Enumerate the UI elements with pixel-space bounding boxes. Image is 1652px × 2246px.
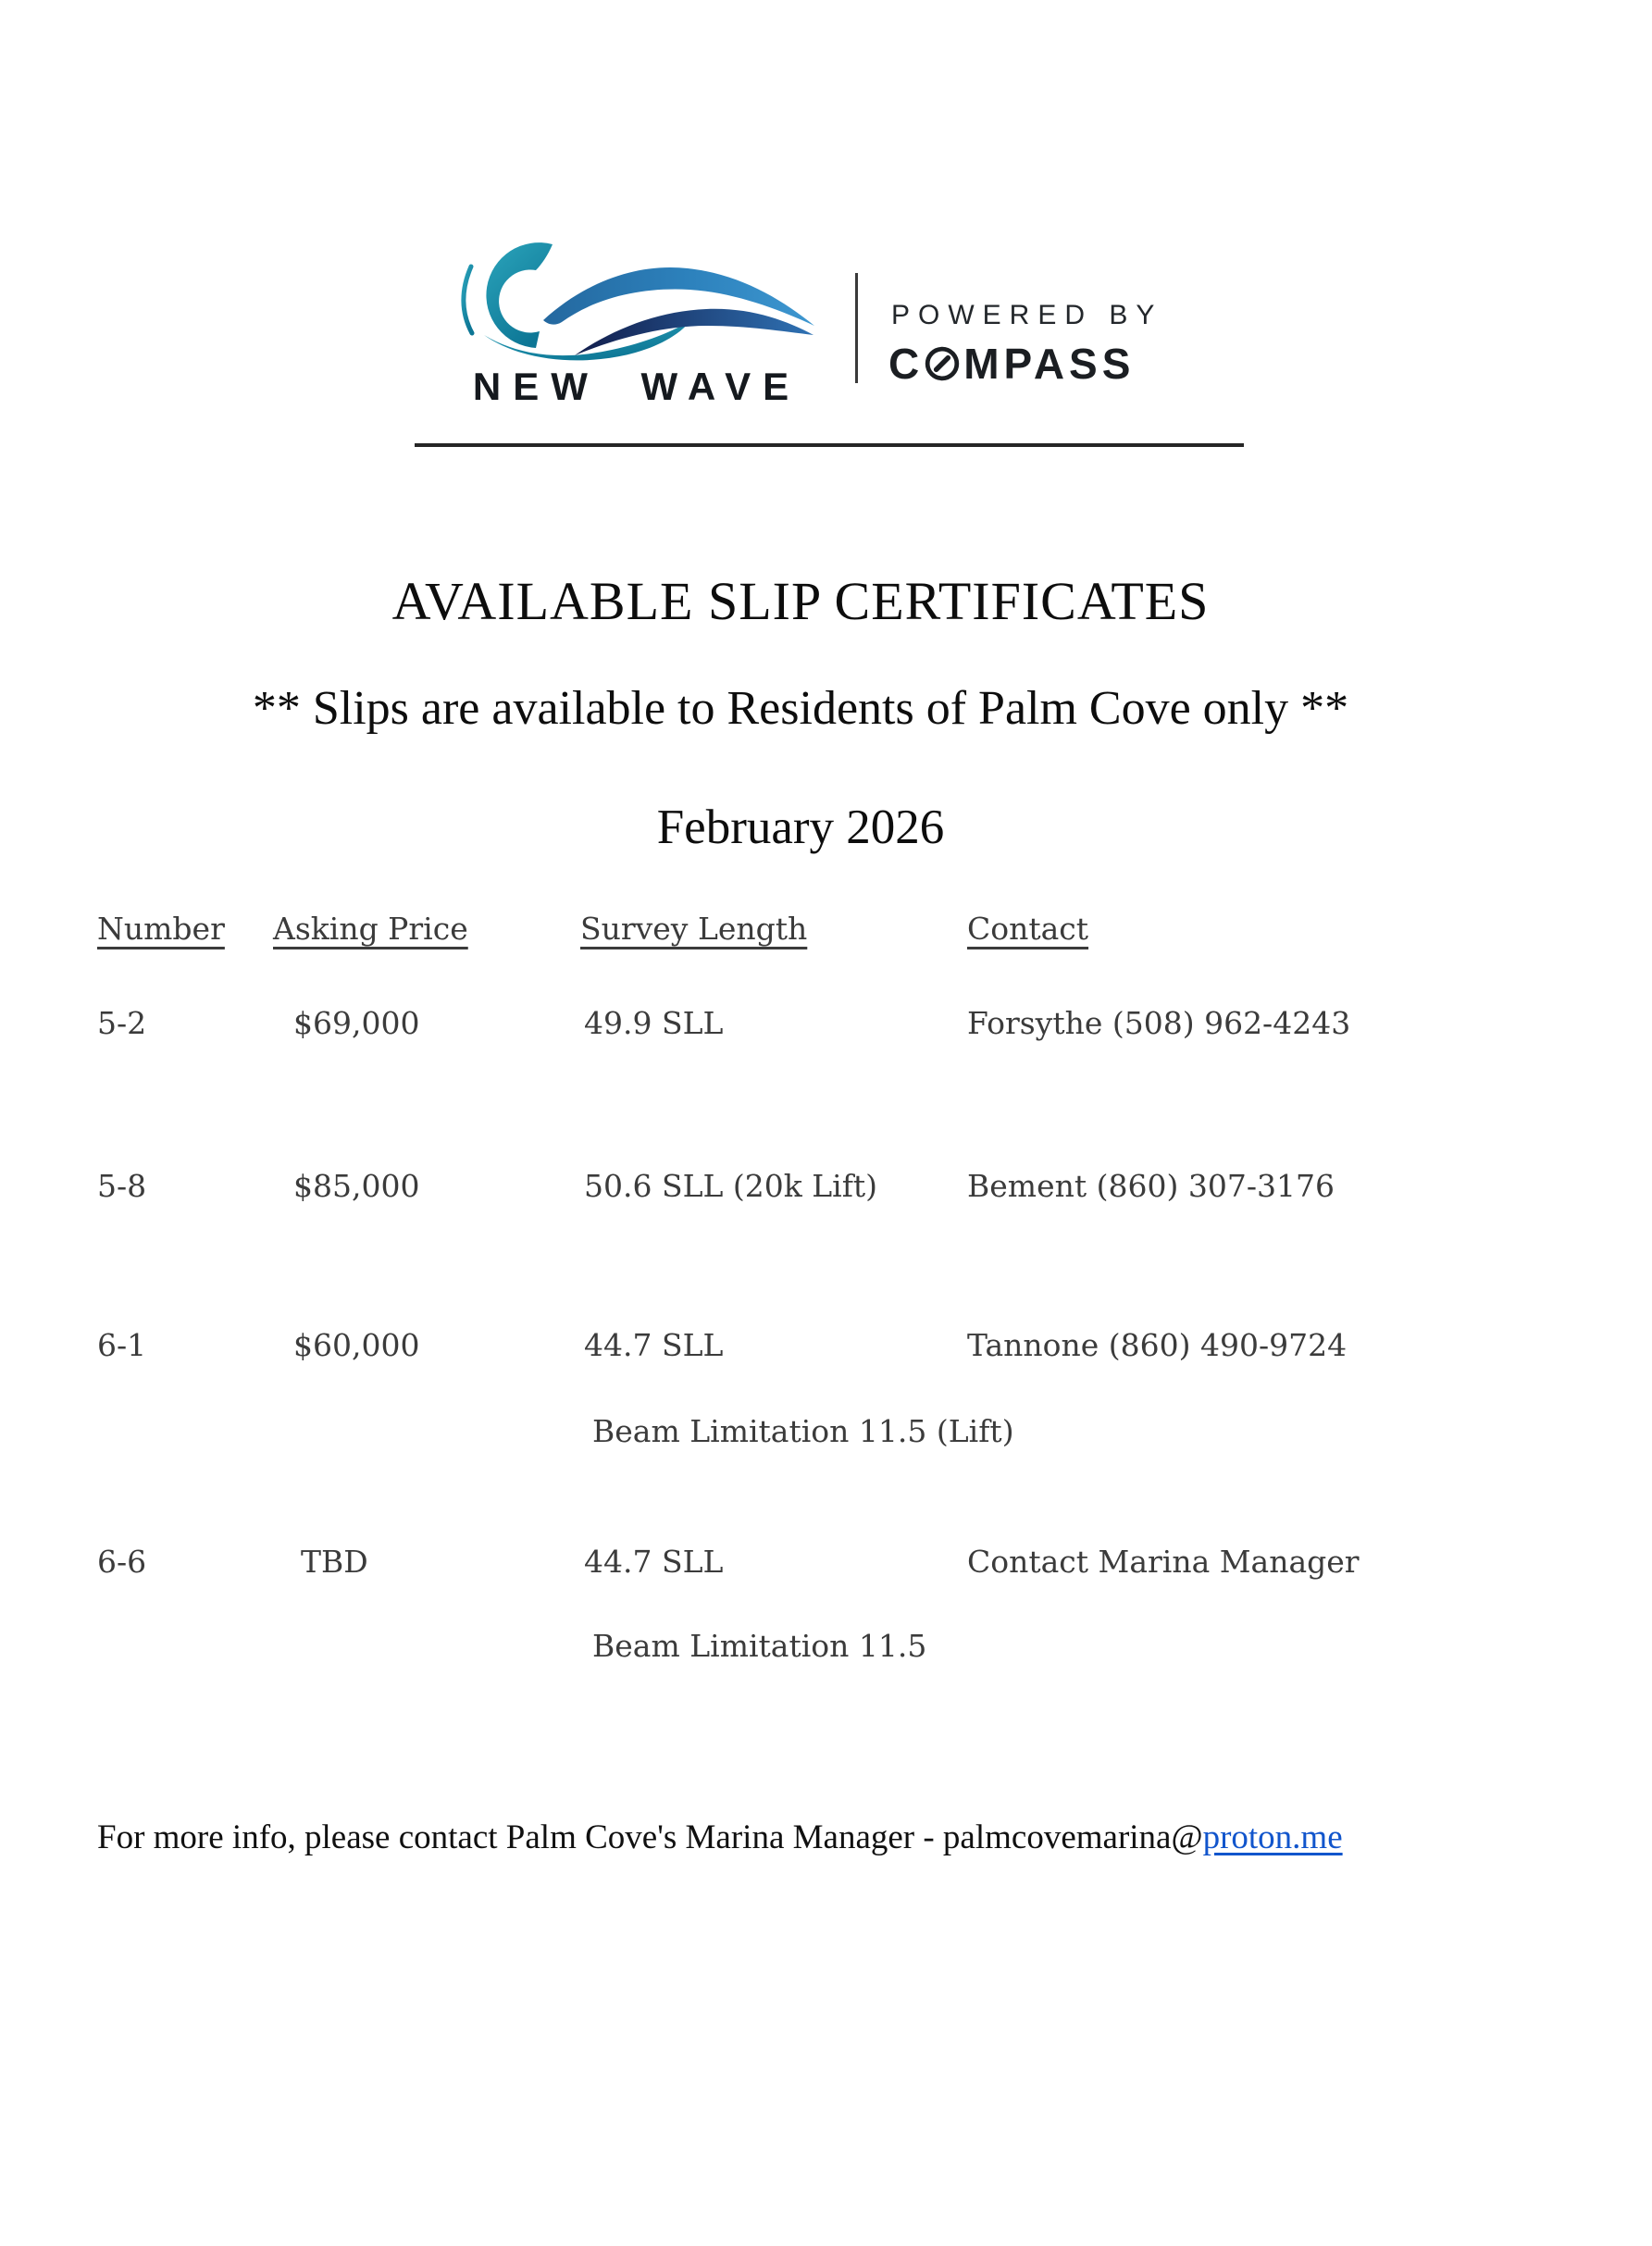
page-subtitle: ** Slips are available to Residents of Palm Cove only **: [252, 682, 1349, 735]
column-header-number: Number: [97, 911, 225, 947]
cell-survey-length: 49.9 SLL: [584, 1005, 724, 1041]
cell-contact: Contact Marina Manager: [967, 1544, 1360, 1580]
new-wave-logo-icon: [455, 239, 818, 373]
cell-contact: Forsythe (508) 962-4243: [967, 1005, 1351, 1041]
brand-name: NEW WAVE: [472, 365, 801, 408]
table-header-row: [97, 911, 1578, 957]
logo-divider: [855, 273, 858, 383]
cell-asking-price: $60,000: [293, 1327, 420, 1363]
powered-by-label: POWERED BY: [891, 300, 1163, 330]
cell-survey-length: 44.7 SLL: [584, 1327, 724, 1363]
column-header-survey-length: Survey Length: [580, 911, 808, 947]
cell-number: 5-2: [97, 1005, 147, 1041]
date-heading: February 2026: [656, 800, 945, 854]
column-header-asking-price: Asking Price: [273, 911, 468, 947]
row-note: Beam Limitation 11.5: [592, 1628, 927, 1664]
header-rule: [415, 443, 1244, 447]
new-wave-logo: [455, 239, 818, 416]
email-link[interactable]: proton.me: [1202, 1818, 1343, 1856]
table-row: [97, 1005, 1578, 1051]
cell-asking-price: TBD: [301, 1544, 368, 1580]
cell-number: 6-1: [97, 1327, 147, 1363]
cell-number: 5-8: [97, 1168, 147, 1204]
row-note: Beam Limitation 11.5 (Lift): [592, 1413, 1014, 1449]
cell-survey-length: 50.6 SLL (20k Lift): [584, 1168, 878, 1204]
column-header-contact: Contact: [967, 911, 1089, 947]
footer-text: For more info, please contact Palm Cove's Marina Manager - palmcovemarina@: [97, 1818, 1203, 1856]
table-row: [97, 1544, 1578, 1590]
cell-asking-price: $85,000: [293, 1168, 420, 1204]
table-row: [97, 1327, 1578, 1373]
cell-asking-price: $69,000: [293, 1005, 420, 1041]
compass-wordmark: [888, 339, 1135, 389]
page-title: AVAILABLE SLIP CERTIFICATES: [391, 571, 1210, 631]
cell-survey-length: 44.7 SLL: [584, 1544, 724, 1580]
footer-contact-line: [97, 1818, 1343, 1857]
cell-contact: Tannone (860) 490-9724: [967, 1327, 1348, 1363]
compass-letters-mpass: MPASS: [963, 340, 1136, 388]
compass-icon: [925, 346, 960, 381]
cell-contact: Bement (860) 307-3176: [967, 1168, 1335, 1204]
table-row: [97, 1168, 1578, 1214]
compass-letter-c: C: [888, 340, 925, 388]
cell-number: 6-6: [97, 1544, 147, 1580]
